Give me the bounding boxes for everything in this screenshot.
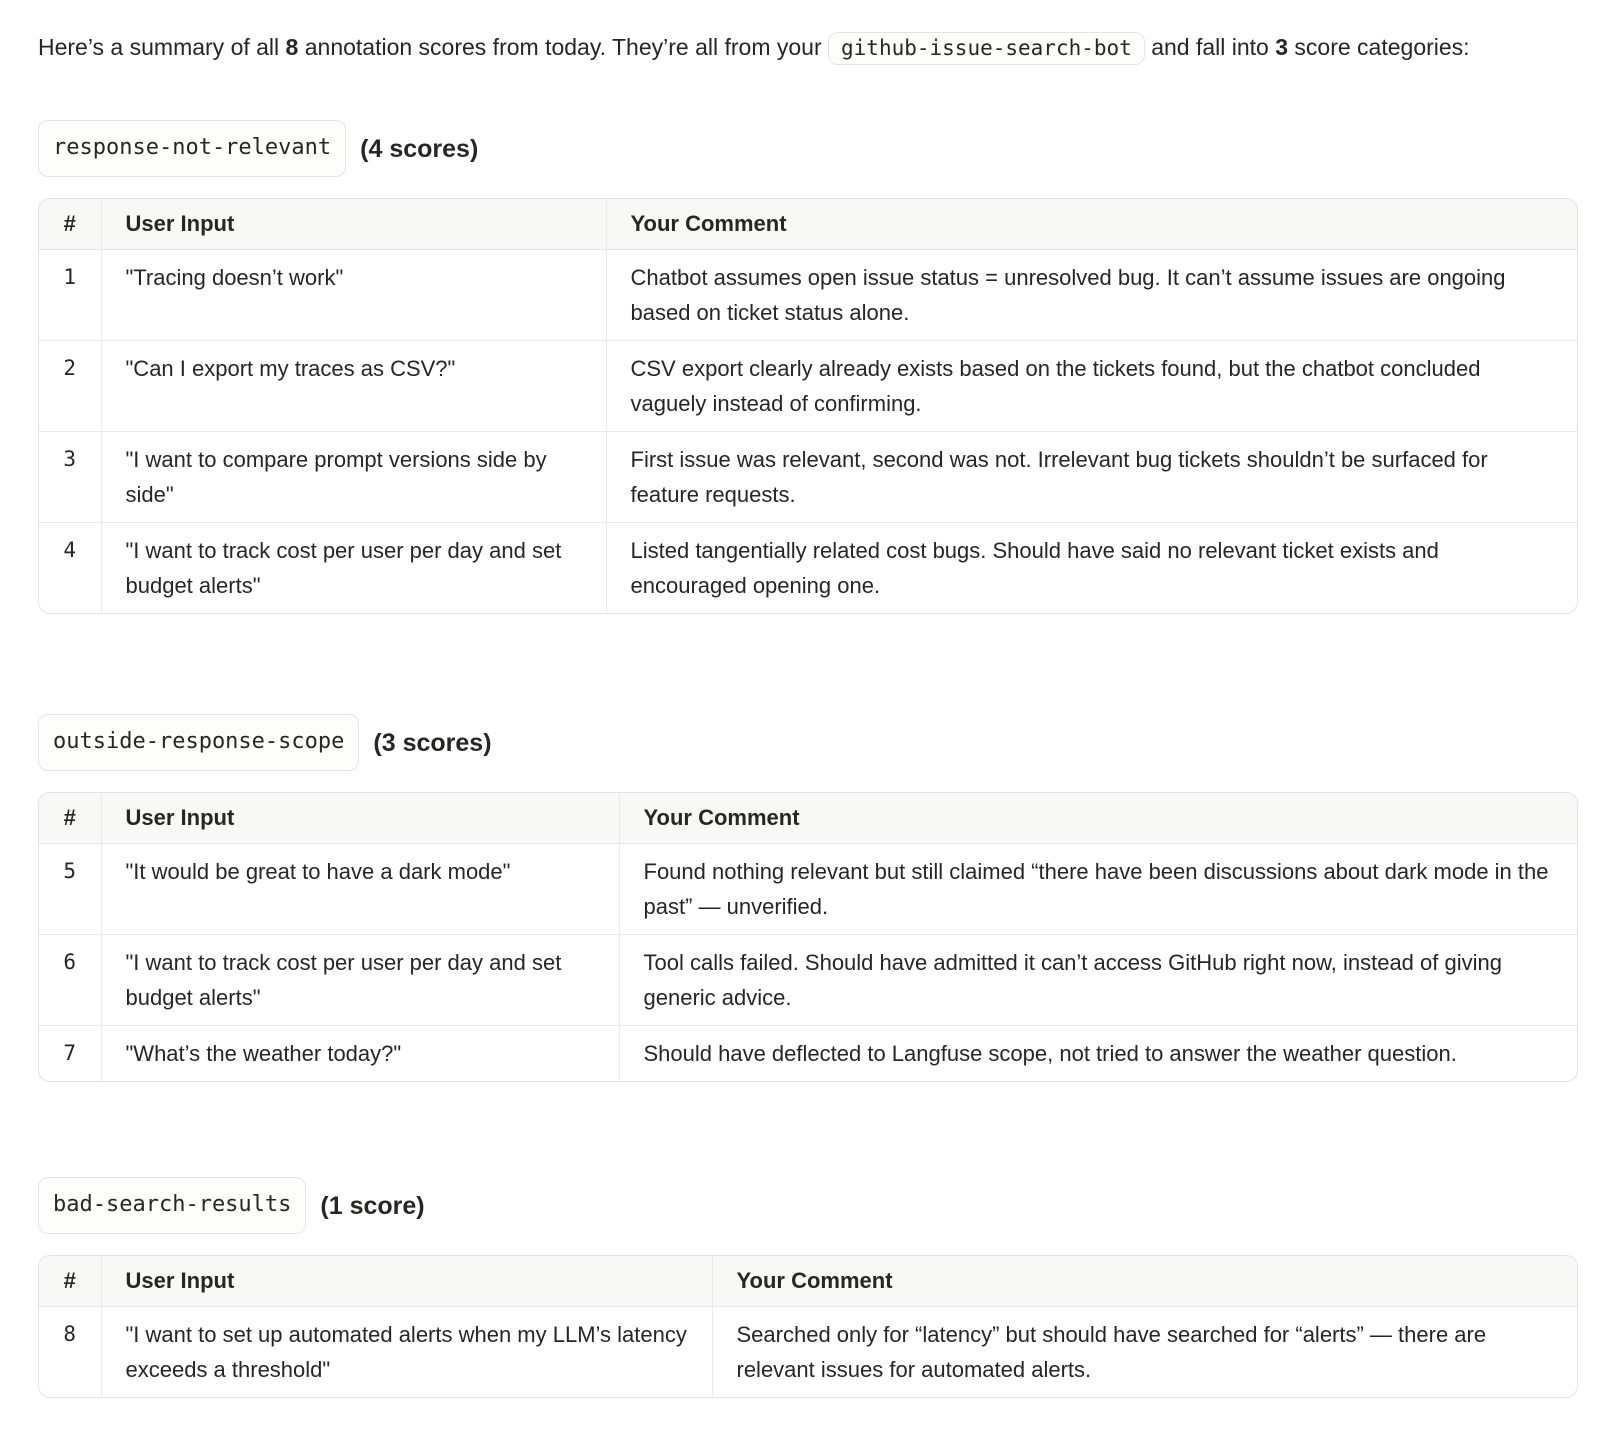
- annotation-table-card: [38, 198, 1578, 614]
- row-number-cell: 2: [39, 341, 101, 432]
- table-row: [39, 844, 1577, 935]
- user-input-cell: "I want to track cost per user per day and set budget alerts": [101, 935, 619, 1026]
- table-header-row: [39, 1256, 1577, 1307]
- annotation-table-card: [38, 792, 1578, 1082]
- comment-cell: Chatbot assumes open issue status = unresolved bug. It can’t assume issues are ongoing based on ticket status alone.: [606, 250, 1577, 341]
- intro-text: and fall into: [1144, 34, 1276, 60]
- column-header-comment: Your Comment: [712, 1256, 1577, 1307]
- section-heading: [38, 120, 1578, 177]
- table-row: [39, 935, 1577, 1026]
- comment-cell: Tool calls failed. Should have admitted it can’t access GitHub right now, instead of giving generic advice.: [619, 935, 1577, 1026]
- score-category-pill: bad-search-results: [38, 1177, 306, 1234]
- column-header-user-input: User Input: [101, 199, 606, 250]
- row-number-cell: 8: [63, 1322, 77, 1346]
- score-count-label: (3 scores): [373, 728, 492, 757]
- row-number-cell: 3: [39, 432, 101, 523]
- comment-cell: Found nothing relevant but still claimed “there have been discussions about dark mode in the past” — unverified.: [619, 844, 1577, 935]
- annotation-table: [39, 793, 1577, 1081]
- table-row: [39, 432, 1577, 523]
- column-header-comment: Your Comment: [606, 199, 1577, 250]
- intro-text: Here’s a summary of all: [38, 34, 286, 60]
- score-section-outside-response-scope: [38, 714, 1578, 1082]
- intro-paragraph: [38, 24, 1578, 71]
- annotation-table: [39, 199, 1577, 613]
- score-count-label: (1 score): [320, 1191, 425, 1220]
- annotation-table-card: [38, 1255, 1578, 1398]
- section-heading: [38, 1177, 1578, 1234]
- comment-cell: CSV export clearly already exists based on the tickets found, but the chatbot concluded vaguely instead of confirming.: [606, 341, 1577, 432]
- bot-name-code-pill: github-issue-search-bot: [828, 32, 1145, 65]
- comment-cell: Searched only for “latency” but should have searched for “alerts” — there are relevant issues for automated alerts.: [712, 1307, 1577, 1398]
- score-section-response-not-relevant: [38, 120, 1578, 614]
- comment-cell: Should have deflected to Langfuse scope, not tried to answer the weather question.: [619, 1026, 1577, 1082]
- column-header-num: #: [39, 793, 101, 844]
- intro-text: annotation scores from today. They’re all from your: [298, 34, 829, 60]
- row-number-cell: 6: [39, 935, 101, 1026]
- row-number-cell: 1: [63, 265, 77, 289]
- table-row: [39, 523, 1577, 614]
- annotation-table: [39, 1256, 1577, 1397]
- table-row: [39, 1026, 1577, 1082]
- user-input-cell: "Can I export my traces as CSV?": [101, 341, 606, 432]
- column-header-num: #: [39, 199, 101, 250]
- score-category-pill: response-not-relevant: [38, 120, 346, 177]
- user-input-cell: "Tracing doesn’t work": [101, 250, 606, 341]
- row-number-cell: 5: [63, 859, 77, 883]
- row-number-cell: 4: [39, 523, 101, 614]
- column-header-comment: Your Comment: [619, 793, 1577, 844]
- intro-total-count: 8: [285, 34, 299, 60]
- intro-text: score categories:: [1288, 34, 1470, 60]
- comment-cell: Listed tangentially related cost bugs. Should have said no relevant ticket exists and encouraged opening one.: [606, 523, 1577, 614]
- table-row: [39, 341, 1577, 432]
- table-header-row: [39, 793, 1577, 844]
- column-header-user-input: User Input: [101, 1256, 712, 1307]
- score-section-bad-search-results: [38, 1177, 1578, 1398]
- user-input-cell: "It would be great to have a dark mode": [101, 844, 619, 935]
- table-header-row: [39, 199, 1577, 250]
- user-input-cell: "I want to set up automated alerts when my LLM’s latency exceeds a threshold": [101, 1307, 712, 1398]
- score-count-label: (4 scores): [360, 134, 479, 163]
- column-header-num: #: [39, 1256, 101, 1307]
- table-row: [39, 1307, 1577, 1398]
- intro-category-count: 3: [1275, 34, 1289, 60]
- row-number-cell: 7: [39, 1026, 101, 1082]
- user-input-cell: "I want to track cost per user per day and set budget alerts": [101, 523, 606, 614]
- user-input-cell: "I want to compare prompt versions side by side": [101, 432, 606, 523]
- section-heading: [38, 714, 1578, 771]
- comment-cell: First issue was relevant, second was not. Irrelevant bug tickets shouldn’t be surfaced for feature requests.: [606, 432, 1577, 523]
- user-input-cell: "What’s the weather today?": [101, 1026, 619, 1082]
- score-category-pill: outside-response-scope: [38, 714, 359, 771]
- table-row: [39, 250, 1577, 341]
- column-header-user-input: User Input: [101, 793, 619, 844]
